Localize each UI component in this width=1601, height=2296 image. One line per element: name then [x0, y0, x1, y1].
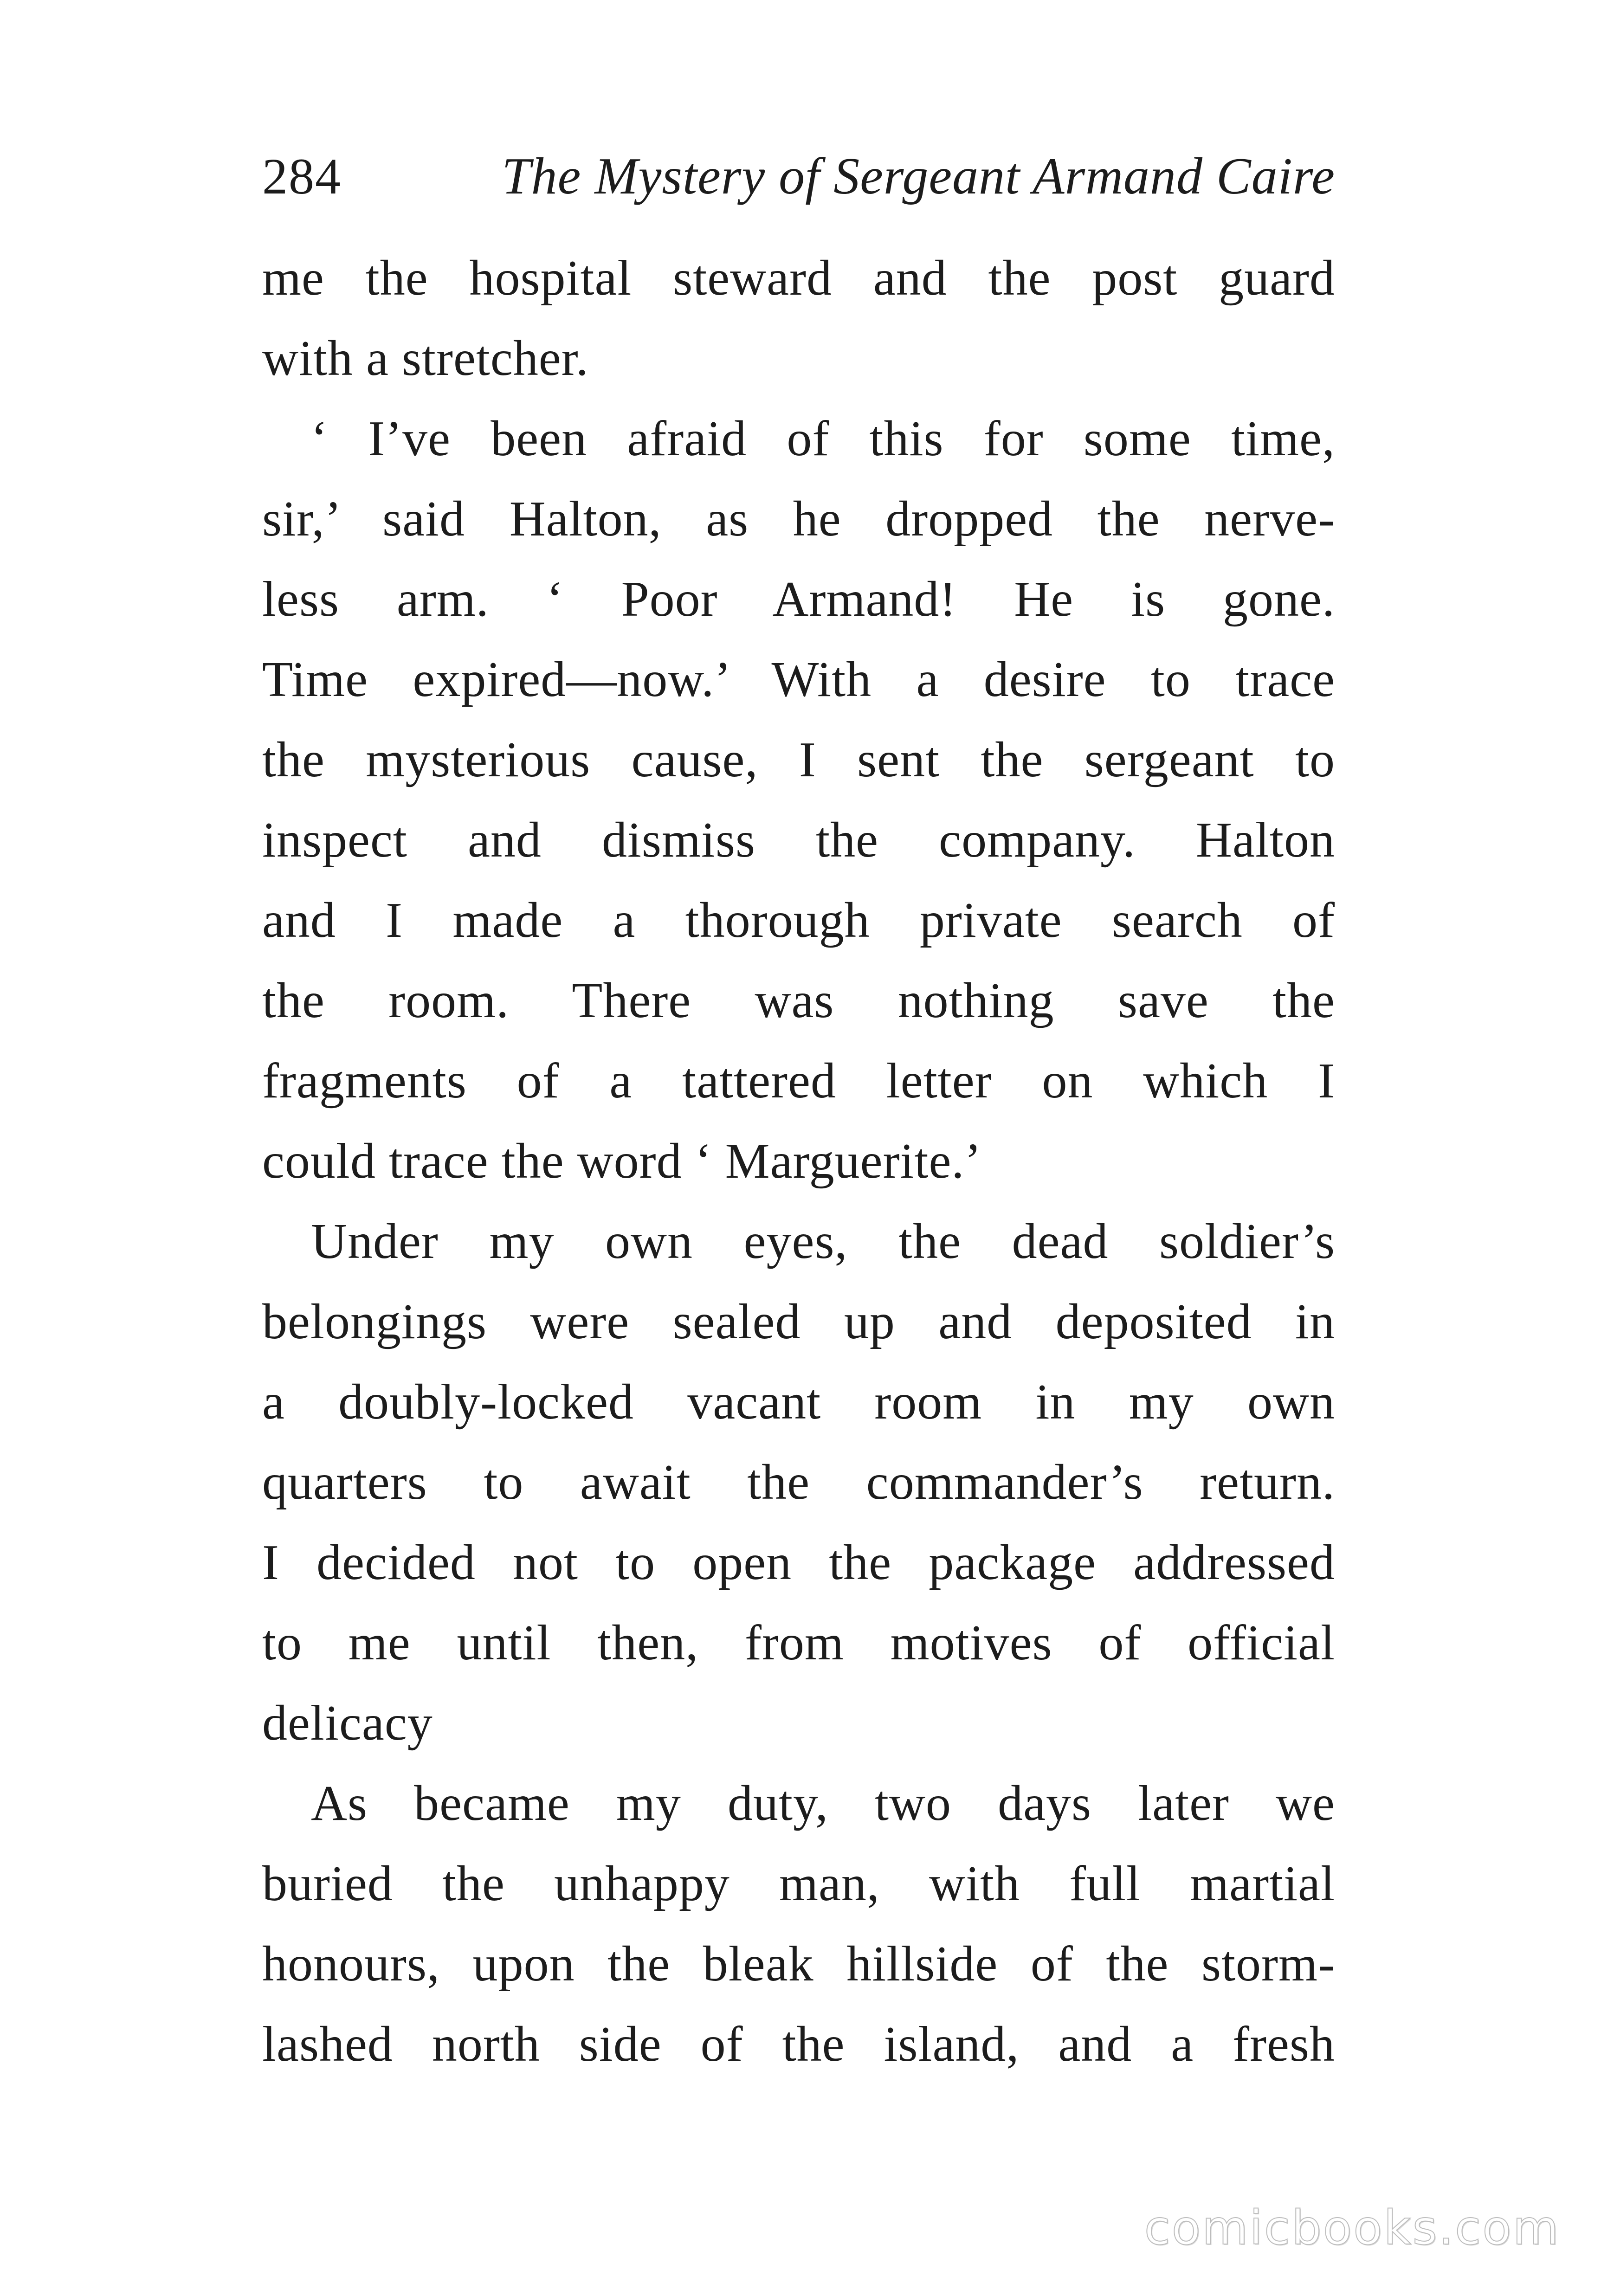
text-line: to me until then, from motives of official: [262, 1615, 1335, 1670]
text-line: the mysterious cause, I sent the sergeant to: [262, 732, 1335, 787]
page-number: 284: [262, 148, 342, 205]
text-line: fragments of a tattered letter on which I: [262, 1053, 1335, 1109]
body-text: [262, 238, 1335, 2084]
text-line: the room. There was nothing save the: [262, 973, 1335, 1028]
text-line: honours, upon the bleak hillside of the storm-: [262, 1936, 1335, 1992]
text-line: less arm. ‘ Poor Armand! He is gone.: [262, 572, 1335, 627]
text-line: me the hospital steward and the post guard: [262, 251, 1335, 306]
text-line: Time expired—now.’ With a desire to trace: [262, 652, 1335, 707]
text-line: ‘ I’ve been afraid of this for some time,: [311, 411, 1335, 466]
running-title: The Mystery of Sergeant Armand Caire: [502, 148, 1335, 205]
text-line: lashed north side of the island, and a fresh: [262, 2017, 1335, 2072]
watermark: comicbooks.com: [1144, 2200, 1560, 2256]
text-line: and I made a thorough private search of: [262, 893, 1335, 948]
text-line: I decided not to open the package addressed: [262, 1535, 1335, 1590]
text-line: a doubly-locked vacant room in my own: [262, 1374, 1335, 1430]
text-line: sir,’ said Halton, as he dropped the nerve-: [262, 491, 1335, 547]
text-line: inspect and dismiss the company. Halton: [262, 813, 1335, 868]
text-line: could trace the word ‘ Marguerite.’: [262, 1134, 982, 1189]
text-line: quarters to await the commander’s return.: [262, 1455, 1335, 1510]
text-line: buried the unhappy man, with full martial: [262, 1856, 1335, 1911]
text-line: delicacy: [262, 1696, 433, 1751]
text-line: belongings were sealed up and deposited in: [262, 1294, 1335, 1349]
running-head: [262, 139, 1335, 213]
text-line: As became my duty, two days later we: [311, 1776, 1335, 1831]
text-line: Under my own eyes, the dead soldier’s: [311, 1214, 1335, 1269]
text-line: with a stretcher.: [262, 331, 589, 386]
